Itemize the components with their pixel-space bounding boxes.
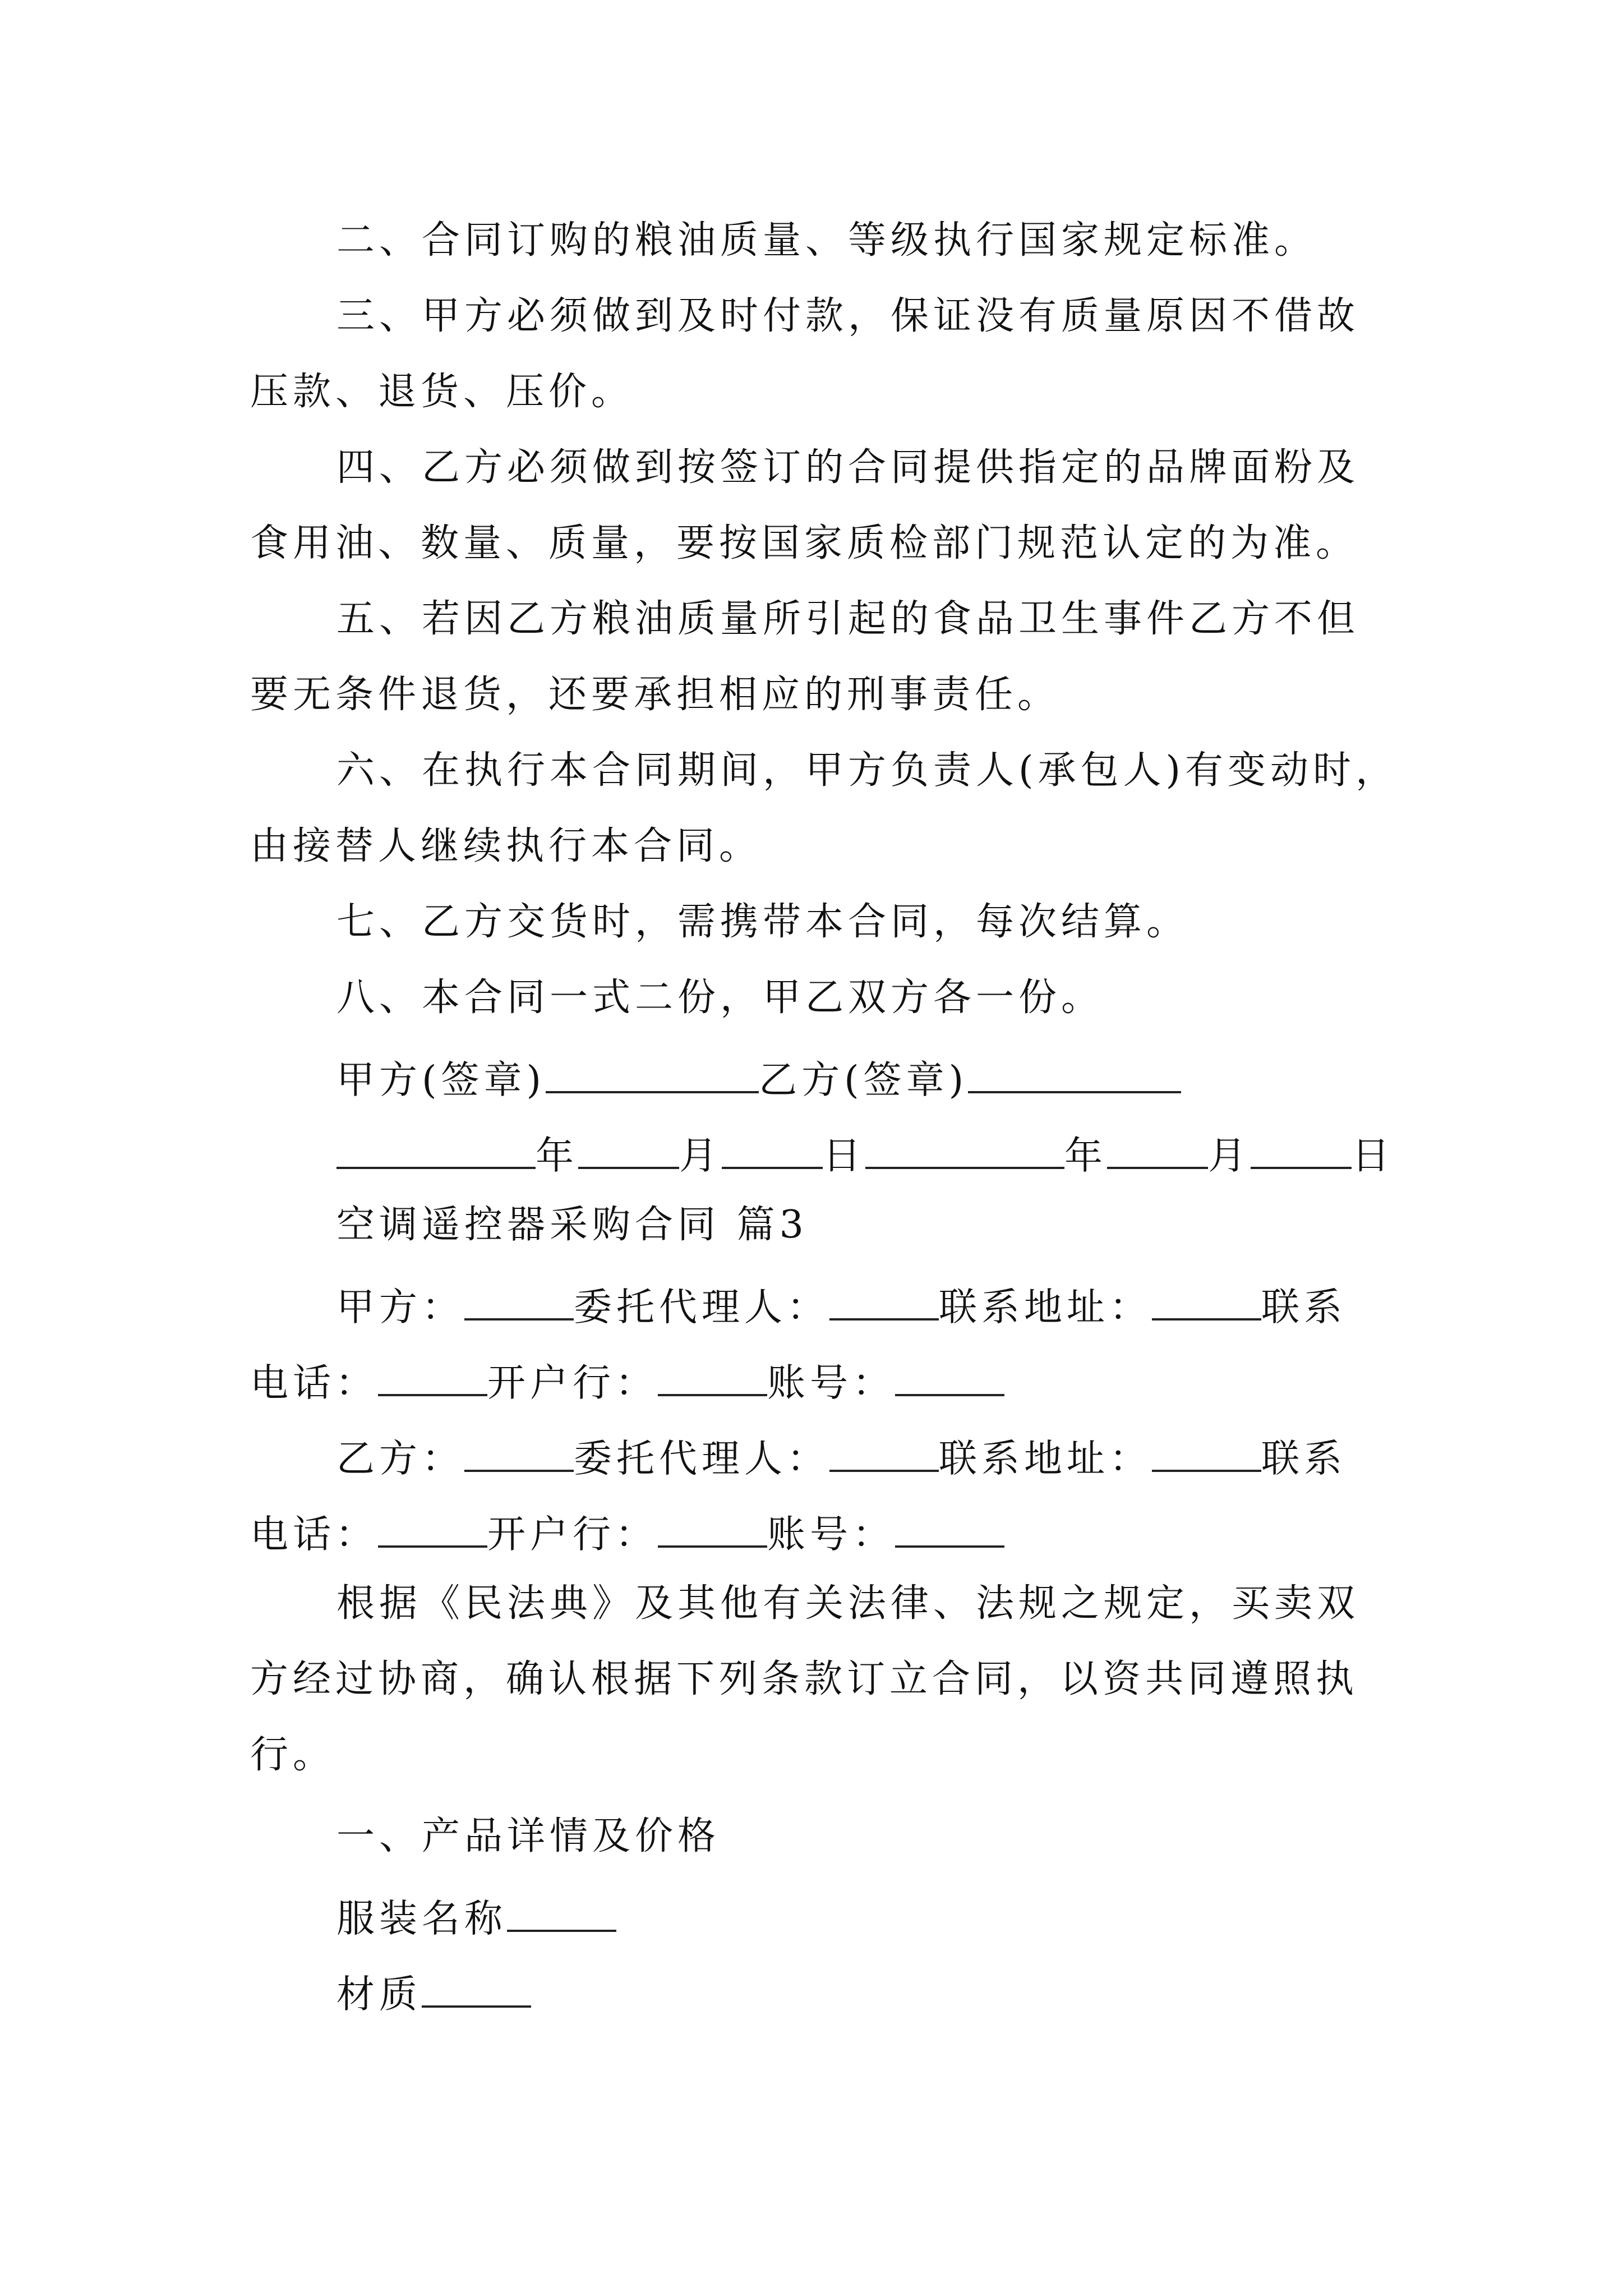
month-blank-2: [1107, 1130, 1208, 1169]
signature-line: [336, 1055, 1181, 1103]
party-a-account-label: 账号：: [767, 1361, 896, 1406]
clause-8: 八、本合同一式二份，甲乙双方各一份。: [336, 976, 1104, 1020]
party-a-blank: [464, 1282, 574, 1320]
clause-7: 七、乙方交货时，需携带本合同，每次结算。: [336, 900, 1189, 944]
party-a-label: 甲方：: [336, 1285, 465, 1330]
month-label-2: 月: [1208, 1134, 1251, 1179]
material-label: 材质: [336, 1972, 422, 2017]
party-a-bank-blank: [658, 1358, 767, 1396]
party-b-address-label: 联系地址：: [939, 1437, 1152, 1481]
party-b-agent-blank: [829, 1433, 939, 1472]
section-title: 空调遥控器采购合同 篇3: [336, 1203, 808, 1247]
clause-3-line-2: 压款、退货、压价。: [250, 370, 634, 414]
year-label: 年: [536, 1134, 579, 1179]
party-b-bank-blank: [658, 1509, 767, 1548]
party-b-blank: [464, 1433, 574, 1472]
year-blank-2: [865, 1130, 1064, 1169]
party-b-address-blank: [1152, 1433, 1261, 1472]
month-label: 月: [679, 1134, 722, 1179]
intro-line-3: 行。: [250, 1733, 336, 1777]
party-a-signature-blank: [546, 1055, 759, 1093]
party-a-agent-blank: [829, 1282, 939, 1320]
material-blank: [422, 1969, 531, 2008]
party-a-address-label: 联系地址：: [939, 1285, 1152, 1330]
party-b-agent-label: 委托代理人：: [574, 1437, 830, 1481]
party-a-info-line-2: [250, 1358, 1004, 1406]
year-label-2: 年: [1064, 1134, 1108, 1179]
clause-6-line-2: 由接替人继续执行本合同。: [250, 824, 762, 868]
party-a-address-blank: [1152, 1282, 1261, 1320]
party-b-phone-label: 电话：: [250, 1512, 379, 1557]
party-b-account-blank: [895, 1509, 1004, 1548]
party-b-info-line-1: [336, 1433, 1347, 1479]
party-b-info-line-2: [250, 1509, 1004, 1557]
clause-4-line-2: 食用油、数量、质量，要按国家质检部门规范认定的为准。: [250, 521, 1359, 565]
clause-5-line-1: 五、若因乙方粮油质量所引起的食品卫生事件乙方不但: [336, 597, 1360, 641]
month-blank: [578, 1130, 679, 1169]
day-blank-2: [1251, 1130, 1352, 1169]
party-b-label: 乙方：: [336, 1437, 465, 1481]
clause-4-line-1: 四、乙方必须做到按签订的合同提供指定的品牌面粉及: [336, 445, 1360, 490]
clause-3-line-1: 三、甲方必须做到及时付款，保证没有质量原因不借故: [336, 294, 1360, 338]
party-a-info-line-1: [336, 1282, 1347, 1330]
party-b-phone-blank: [378, 1509, 487, 1548]
date-line: [336, 1130, 1395, 1179]
product-name-blank: [507, 1893, 616, 1932]
clause-5-line-2: 要无条件退货，还要承担相应的刑事责任。: [250, 673, 1061, 717]
clause-2: 二、合同订购的粮油质量、等级执行国家规定标准。: [336, 218, 1317, 263]
party-b-contact-label: 联系: [1261, 1437, 1347, 1481]
day-blank: [722, 1130, 823, 1169]
party-b-account-label: 账号：: [767, 1512, 896, 1557]
day-label: 日: [823, 1134, 866, 1179]
party-b-signature-label: 乙方(签章): [759, 1058, 969, 1103]
party-b-signature-blank: [968, 1055, 1181, 1093]
product-name-label: 服装名称: [336, 1897, 508, 1941]
clause-6-line-1: 六、在执行本合同期间，甲方负责人(承包人)有变动时，: [336, 748, 1399, 793]
party-a-account-blank: [895, 1358, 1004, 1396]
party-b-bank-label: 开户行：: [487, 1512, 658, 1557]
intro-line-1: 根据《民法典》及其他有关法律、法规之规定，买卖双: [336, 1581, 1360, 1626]
party-a-phone-blank: [378, 1358, 487, 1396]
material-line: [336, 1969, 531, 2017]
intro-line-2: 方经过协商，确认根据下列条款订立合同，以资共同遵照执: [250, 1657, 1359, 1701]
party-a-bank-label: 开户行：: [487, 1361, 658, 1406]
party-a-contact-label: 联系: [1261, 1285, 1347, 1330]
year-blank: [336, 1130, 536, 1169]
party-a-phone-label: 电话：: [250, 1361, 379, 1406]
product-heading: 一、产品详情及价格: [336, 1814, 721, 1858]
party-a-agent-label: 委托代理人：: [574, 1285, 830, 1330]
day-label-2: 日: [1352, 1134, 1395, 1179]
product-name-line: [336, 1893, 616, 1939]
party-a-signature-label: 甲方(签章): [336, 1058, 546, 1103]
